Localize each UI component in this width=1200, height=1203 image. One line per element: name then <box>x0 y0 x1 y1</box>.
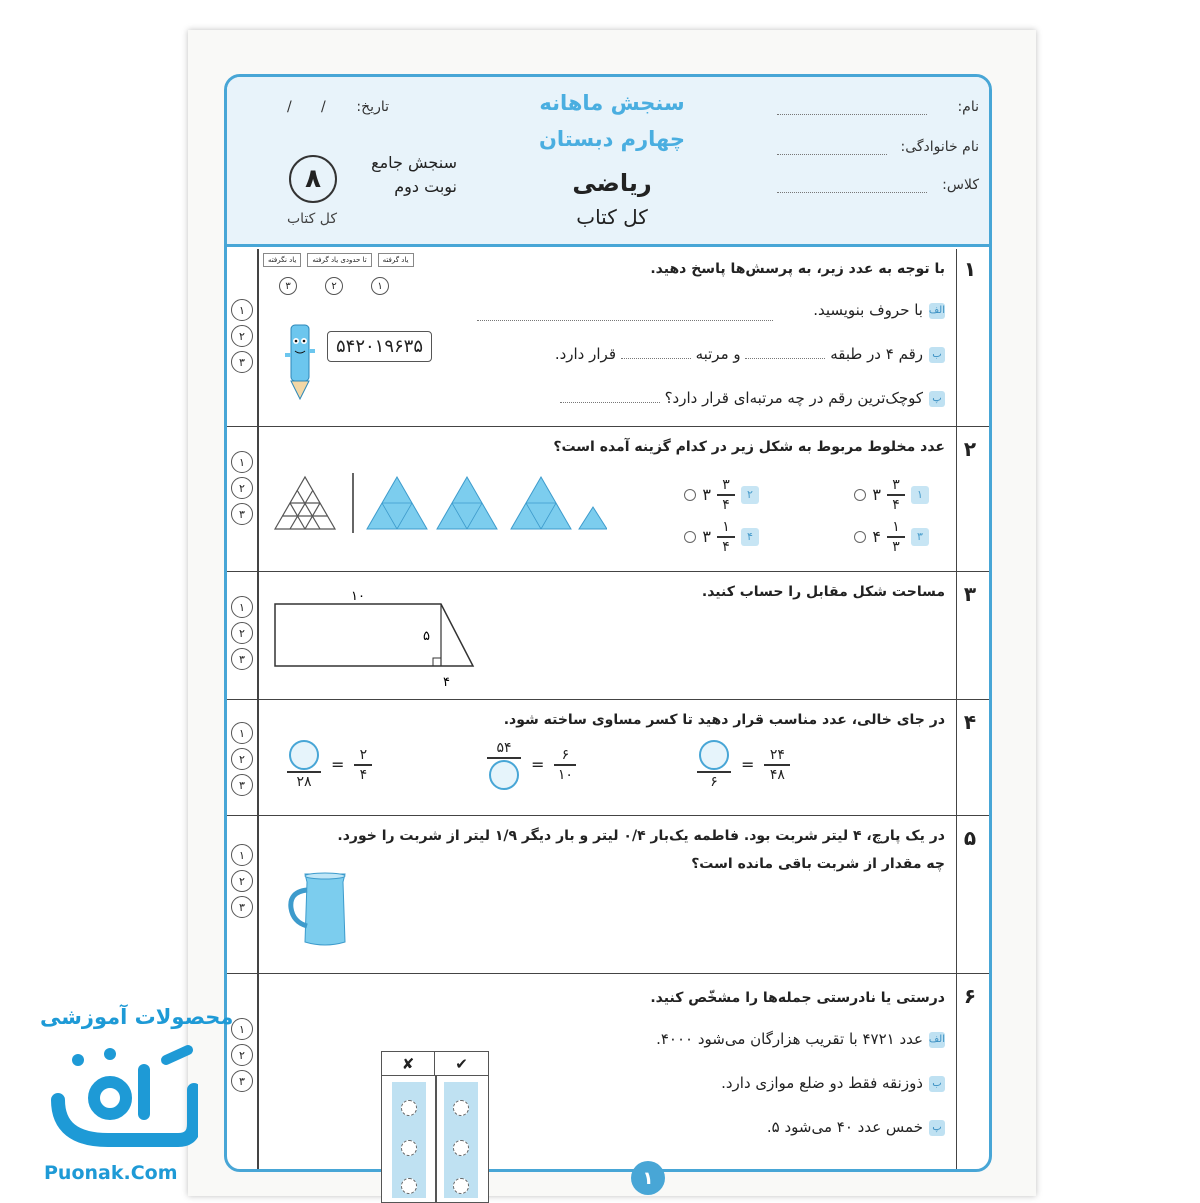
level-label-1: یاد گرفته <box>378 253 414 267</box>
title-monthly: سنجش ماهانه <box>539 91 685 115</box>
number-box: ۵۴۲۰۱۹۶۳۵ <box>327 331 432 362</box>
blank-shape-icon[interactable] <box>699 740 729 770</box>
exam-scope: کل کتاب <box>286 211 338 227</box>
question-number: ۳ <box>963 582 977 606</box>
blank-shape-icon[interactable] <box>489 760 519 790</box>
name-label: نام: <box>957 99 979 115</box>
fraction-pair-3 <box>287 740 372 790</box>
question-4 <box>227 700 989 816</box>
name-field[interactable] <box>777 113 927 115</box>
class-field[interactable] <box>777 191 927 193</box>
false-circle-a[interactable] <box>401 1100 417 1116</box>
level-circle-1[interactable]: ۱ <box>371 277 389 295</box>
false-circle-c[interactable] <box>401 1178 417 1194</box>
part-b-text-1: رقم ۴ در طبقه <box>830 345 923 363</box>
exam-type: سنجش جامع <box>371 153 457 172</box>
question-prompt: مساحت شکل مقابل را حساب کنید. <box>701 584 945 600</box>
option-denominator: ۴ <box>722 538 730 555</box>
trapezoid-height-label: ۵ <box>423 629 430 644</box>
option-whole: ۳ <box>702 485 711 505</box>
fraction-pair-2 <box>487 740 576 790</box>
option-radio[interactable] <box>854 531 866 543</box>
option-radio[interactable] <box>684 531 696 543</box>
part-a <box>813 301 945 319</box>
family-field[interactable] <box>777 153 887 155</box>
part-c-text: خمس عدد ۴۰ می‌شود ۵. <box>766 1118 923 1136</box>
option-denominator: ۴ <box>892 496 900 513</box>
true-circle-b[interactable] <box>453 1140 469 1156</box>
blank-shape-icon[interactable] <box>289 740 319 770</box>
family-label: نام خانوادگی: <box>900 139 979 155</box>
trapezoid-top-label: ۱۰ <box>351 590 365 604</box>
equals-sign: = <box>331 755 345 775</box>
score-circle-1[interactable]: ۱ <box>231 596 253 618</box>
page-number: ۱ <box>631 1161 665 1195</box>
question-number: ۴ <box>963 710 977 734</box>
date-sep-1: / <box>321 99 326 115</box>
score-circle-2[interactable]: ۲ <box>231 748 253 770</box>
equals-sign: = <box>741 755 755 775</box>
part-b-text-2: و مرتبه <box>695 345 741 363</box>
score-circle-1[interactable]: ۱ <box>231 451 253 473</box>
trapezoid-figure <box>265 590 485 690</box>
fraction-2-den: ۱۰ <box>557 766 573 783</box>
exam-round: نوبت دوم <box>394 177 457 196</box>
score-circle-2[interactable]: ۲ <box>231 622 253 644</box>
question-number: ۵ <box>963 826 977 850</box>
date-label: تاریخ: <box>356 99 389 115</box>
option-2[interactable] <box>684 477 759 513</box>
class-label: کلاس: <box>942 177 979 193</box>
question-prompt: در جای خالی، عدد مناسب قرار دهید تا کسر مساوی ساخته شود. <box>503 712 945 728</box>
option-mark: ۲ <box>741 486 759 504</box>
question-number: ۲ <box>963 437 977 461</box>
option-1[interactable] <box>854 477 929 513</box>
part-a-mark: الف <box>929 303 945 319</box>
question-prompt: عدد مخلوط مربوط به شکل زیر در کدام گزینه آمده است؟ <box>553 439 945 455</box>
option-whole: ۴ <box>872 527 881 547</box>
trapezoid-bottom-label: ۴ <box>443 675 450 690</box>
part-a-text: با حروف بنویسید. <box>813 301 923 319</box>
false-circle-b[interactable] <box>401 1140 417 1156</box>
part-c-mark: پ <box>929 1120 945 1136</box>
true-header: ✔ <box>435 1052 488 1076</box>
fraction-3-right-den: ۲۸ <box>296 773 312 790</box>
option-denominator: ۳ <box>892 538 900 555</box>
triangle-figure <box>267 469 607 535</box>
worksheet-frame <box>224 74 992 1189</box>
option-mark: ۴ <box>741 528 759 546</box>
date-sep-2: / <box>287 99 292 115</box>
part-c <box>560 389 945 407</box>
option-mark: ۳ <box>911 528 929 546</box>
score-circle-1[interactable]: ۱ <box>231 299 253 321</box>
exam-number-badge: ۸ <box>289 155 337 203</box>
score-circle-3[interactable]: ۳ <box>231 896 253 918</box>
part-b-text: ذوزنقه فقط دو ضلع موازی دارد. <box>721 1074 923 1092</box>
fraction-1-num: ۲۴ <box>769 747 785 763</box>
score-circle-2[interactable]: ۲ <box>231 1044 253 1066</box>
option-whole: ۳ <box>872 485 881 505</box>
score-circle-3[interactable]: ۳ <box>231 1070 253 1092</box>
score-circle-3[interactable]: ۳ <box>231 774 253 796</box>
logo-tagline: محصولات آموزشی <box>40 1005 234 1029</box>
question-number: ۱ <box>963 257 977 281</box>
score-circle-3[interactable]: ۳ <box>231 351 253 373</box>
question-number: ۶ <box>963 984 977 1008</box>
jug-icon <box>287 868 357 948</box>
fraction-2-num: ۶ <box>561 747 570 763</box>
fraction-1-right-den: ۶ <box>710 773 718 790</box>
option-radio[interactable] <box>854 489 866 501</box>
fraction-2-right-num: ۵۴ <box>496 740 512 756</box>
title-subject: ریاضی <box>572 169 652 197</box>
part-b-text-3: قرار دارد. <box>554 345 616 363</box>
option-mark: ۱ <box>911 486 929 504</box>
part-a <box>656 1030 945 1048</box>
option-numerator: ۳ <box>892 477 900 493</box>
score-circle-2[interactable]: ۲ <box>231 325 253 347</box>
part-a-text: عدد ۴۷۲۱ با تقریب هزارگان می‌شود ۴۰۰۰. <box>656 1030 923 1048</box>
part-b-mark: ب <box>929 347 945 363</box>
option-denominator: ۴ <box>722 496 730 513</box>
header <box>227 77 989 247</box>
question-1 <box>227 249 989 427</box>
score-circle-3[interactable]: ۳ <box>231 648 253 670</box>
question-line-2: چه مقدار از شربت باقی مانده است؟ <box>691 856 945 872</box>
score-circle-2[interactable]: ۲ <box>231 870 253 892</box>
true-circle-a[interactable] <box>453 1100 469 1116</box>
worksheet-page <box>188 30 1036 1196</box>
option-radio[interactable] <box>684 489 696 501</box>
level-circle-2[interactable]: ۲ <box>325 277 343 295</box>
fraction-1-den: ۴۸ <box>769 766 785 783</box>
equals-sign: = <box>531 755 545 775</box>
question-line-1: در یک پارچ، ۴ لیتر شربت بود. فاطمه یک‌بار ۰/۴ لیتر و بار دیگر ۱/۹ لیتر از شربت را خورد. <box>337 828 945 844</box>
part-b <box>721 1074 945 1092</box>
part-c-mark: پ <box>929 391 945 407</box>
puonak-logo-icon <box>48 1040 198 1150</box>
option-numerator: ۱ <box>892 519 900 535</box>
logo-url: Puonak.Com <box>44 1162 178 1184</box>
option-whole: ۳ <box>702 527 711 547</box>
question-2 <box>227 427 989 572</box>
score-circle-2[interactable]: ۲ <box>231 477 253 499</box>
score-circle-1[interactable]: ۱ <box>231 1018 253 1040</box>
score-circle-1[interactable]: ۱ <box>231 844 253 866</box>
part-b <box>555 345 945 363</box>
level-label-3: یاد نگرفته <box>263 253 301 267</box>
question-3 <box>227 572 989 700</box>
score-circle-1[interactable]: ۱ <box>231 722 253 744</box>
level-labels <box>263 253 414 267</box>
fraction-3-den: ۴ <box>359 766 368 783</box>
question-prompt: درستی یا نادرستی جمله‌ها را مشخّص کنید. <box>650 990 945 1006</box>
level-label-2: تا حدودی یاد گرفته <box>307 253 371 267</box>
title-scope: کل کتاب <box>576 205 648 229</box>
true-circle-c[interactable] <box>453 1178 469 1194</box>
score-circle-3[interactable]: ۳ <box>231 503 253 525</box>
part-c <box>767 1118 945 1136</box>
option-numerator: ۳ <box>722 477 730 493</box>
part-a-mark: الف <box>929 1032 945 1048</box>
table-divider <box>435 1076 437 1202</box>
question-6 <box>227 974 989 1172</box>
part-c-text: کوچک‌ترین رقم در چه مرتبه‌ای قرار دارد؟ <box>664 389 923 407</box>
title-grade: چهارم دبستان <box>538 127 686 151</box>
option-numerator: ۱ <box>722 519 730 535</box>
part-a-answer-line[interactable] <box>477 319 773 321</box>
level-circle-3[interactable]: ۳ <box>279 277 297 295</box>
option-3[interactable] <box>854 519 929 555</box>
part-b-mark: ب <box>929 1076 945 1092</box>
question-5 <box>227 816 989 974</box>
option-4[interactable] <box>684 519 759 555</box>
question-prompt: با توجه به عدد زیر، به پرسش‌ها پاسخ دهید. <box>650 261 945 277</box>
true-false-table <box>381 1051 489 1203</box>
false-header: ✘ <box>382 1052 435 1076</box>
pencil-mascot-icon <box>283 319 317 403</box>
fraction-3-num: ۲ <box>359 747 368 763</box>
fraction-pair-1 <box>697 740 790 790</box>
outline-triangle-icon <box>275 477 335 529</box>
